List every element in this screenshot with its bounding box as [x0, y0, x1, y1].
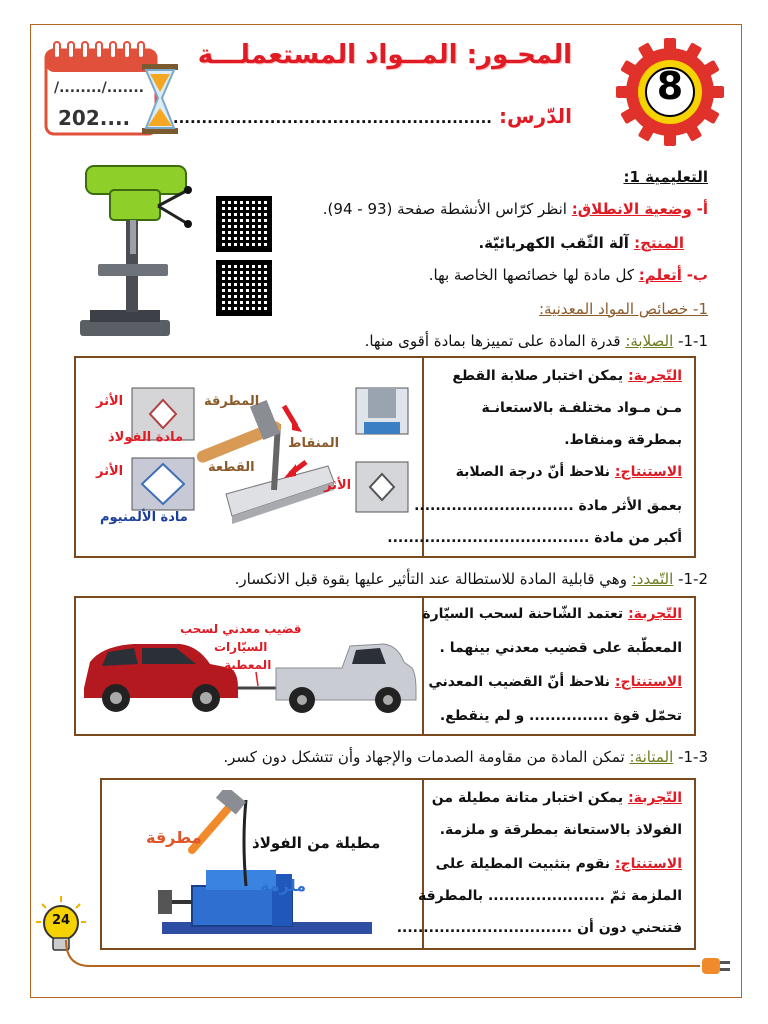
- vise-illustration: [122, 790, 412, 946]
- box1-l6: أكبر من مادة ......................................: [387, 530, 682, 546]
- box1-l5: بعمق الأثر مادة ..............................: [414, 498, 682, 514]
- punch-label: المنقاط: [288, 436, 340, 451]
- drill-press-image: [70, 160, 200, 342]
- product-head: المنتج:: [634, 234, 684, 252]
- box1-l3: بمطرقة ومنقاط.: [564, 432, 682, 448]
- cable-decoration: [60, 940, 740, 980]
- section-1-title: 1- خصائص المواد المعدنية:: [539, 300, 708, 318]
- section-a-text: انظر كرّاس الأنشطة صفحة (93 - 94).: [322, 200, 567, 218]
- plug-icon: [700, 954, 734, 978]
- year-field: 202....: [58, 106, 131, 130]
- box3-line1: [432, 790, 682, 806]
- qr-code-learn[interactable]: [216, 260, 272, 316]
- box3-conc-head: الاستنتاج:: [614, 856, 682, 872]
- section-a-label: أ-: [696, 200, 708, 218]
- page-number: 24: [51, 913, 71, 928]
- section-a: [323, 200, 708, 218]
- rod-caption-3: المعطبة: [224, 658, 272, 672]
- box3-l2: الفولاذ بالاستعانة بمطرقة و ملزمة.: [439, 822, 682, 838]
- unit-name: المــواد المستعملـــة: [197, 40, 458, 70]
- box2-l2: المعطّبة على قضيب معدني بينهما .: [439, 640, 682, 656]
- section-1-3-text: تمكن المادة من مقاومة الصدمات والإجهاد وأن تتشكل دون كسر.: [223, 748, 625, 766]
- box3-line3: [436, 856, 682, 872]
- section-b: [429, 266, 708, 284]
- lesson-label: الدّرس:: [498, 104, 572, 128]
- section-1-3-num: 1-3-: [678, 748, 708, 766]
- box3-l3: نقوم بتثبيت المطيلة على: [435, 856, 611, 872]
- box1-l2: مـن مـواد مختلفـة بالاستعانـة: [481, 400, 682, 416]
- section-1-2-text: وهي قابلية المادة للاستطالة عند التأثير عليها بقوة قبل الانكسار.: [234, 570, 627, 588]
- instruction-title-text: التعليمية 1:: [623, 168, 708, 186]
- box3-l1: يمكن اختبار متانة مطيلة من: [431, 790, 624, 806]
- box2-line3: [428, 674, 682, 690]
- hammer-label: المطرقة: [204, 394, 260, 409]
- section-1-2-head: التّمدد:: [631, 570, 674, 588]
- section-b-label: ب-: [686, 266, 708, 284]
- box3-l4: الملزمة ثمّ ...................... بالمطرقة: [417, 888, 682, 904]
- trace-label-1: الأثر: [96, 394, 124, 409]
- box1-l1: يمكن اختبار صلابة القطع: [452, 368, 624, 384]
- box1-l4: نلاحظ أنّ درجة الصلابة: [455, 464, 611, 480]
- vise-label: ملزمة: [260, 876, 306, 895]
- section-b-head: أتعلم:: [638, 266, 682, 284]
- box1-conc-head: الاستنتاج:: [614, 464, 682, 480]
- qr-code-activities[interactable]: [216, 196, 272, 252]
- rod-label: مطيلة من الفولاذ: [252, 834, 381, 852]
- piece-label: القطعة: [208, 460, 255, 475]
- ductility-box: [74, 596, 696, 736]
- unit-label: المحـور:: [466, 40, 572, 70]
- box3-exp-head: التّجربة:: [628, 790, 682, 806]
- box1-line4: [456, 464, 682, 480]
- box2-line1: [422, 606, 682, 622]
- section-1-3: [223, 748, 708, 766]
- lesson-line: [173, 104, 572, 128]
- rod-caption-1: قضيب معدني لسحب: [180, 622, 302, 636]
- box3-l5: فتنحني دون أن .................................: [396, 920, 682, 936]
- box1-line1: [452, 368, 682, 384]
- rod-caption-2: السيّارات: [214, 640, 268, 654]
- date-field: /......../.......: [54, 80, 145, 96]
- section-1-1: [365, 332, 708, 350]
- box2-l1: تعتمد الشّاحنة لسحب السيّارة: [422, 606, 624, 622]
- trace-label-2: الأثر: [96, 464, 124, 479]
- lesson-dots: ........................................................: [172, 109, 492, 127]
- section-1-2: [235, 570, 708, 588]
- aluminum-label: مادة الألمنيوم: [100, 510, 188, 525]
- box2-exp-head: التّجربة:: [628, 606, 682, 622]
- instruction-title: [623, 168, 708, 186]
- box2-l3: نلاحظ أنّ القضيب المعدني: [428, 674, 611, 690]
- unit-title: [198, 40, 572, 70]
- steel-label: مادة الفولاذ: [108, 430, 183, 445]
- box2-l4: تحمّل قوة ............... و لم ينقطع.: [439, 708, 682, 724]
- box1-exp-head: التّجربة:: [628, 368, 682, 384]
- product-line: [478, 234, 684, 252]
- section-1-1-num: 1-1-: [678, 332, 708, 350]
- section-1-1-head: الصلابة:: [625, 332, 674, 350]
- section-1-3-head: المتانة:: [629, 748, 674, 766]
- section-1-1-text: قدرة المادة على تمييزها بمادة أقوى منها.: [364, 332, 621, 350]
- section-1-2-num: 1-2-: [678, 570, 708, 588]
- gear-badge-icon: [614, 36, 726, 148]
- box2-conc-head: الاستنتاج:: [614, 674, 682, 690]
- toughness-box: [100, 778, 696, 950]
- section-b-text: كل مادة لها خصائصها الخاصة بها.: [428, 266, 634, 284]
- trace-label-3: الأثر: [324, 478, 352, 493]
- hammer-label-3: مطرقة: [146, 828, 202, 847]
- hardness-box: [74, 356, 696, 558]
- section-a-head: وضعية الانطلاق:: [571, 200, 692, 218]
- badge-number: 8: [656, 64, 684, 108]
- product-text: آلة الثّقب الكهربائيّة.: [478, 234, 629, 252]
